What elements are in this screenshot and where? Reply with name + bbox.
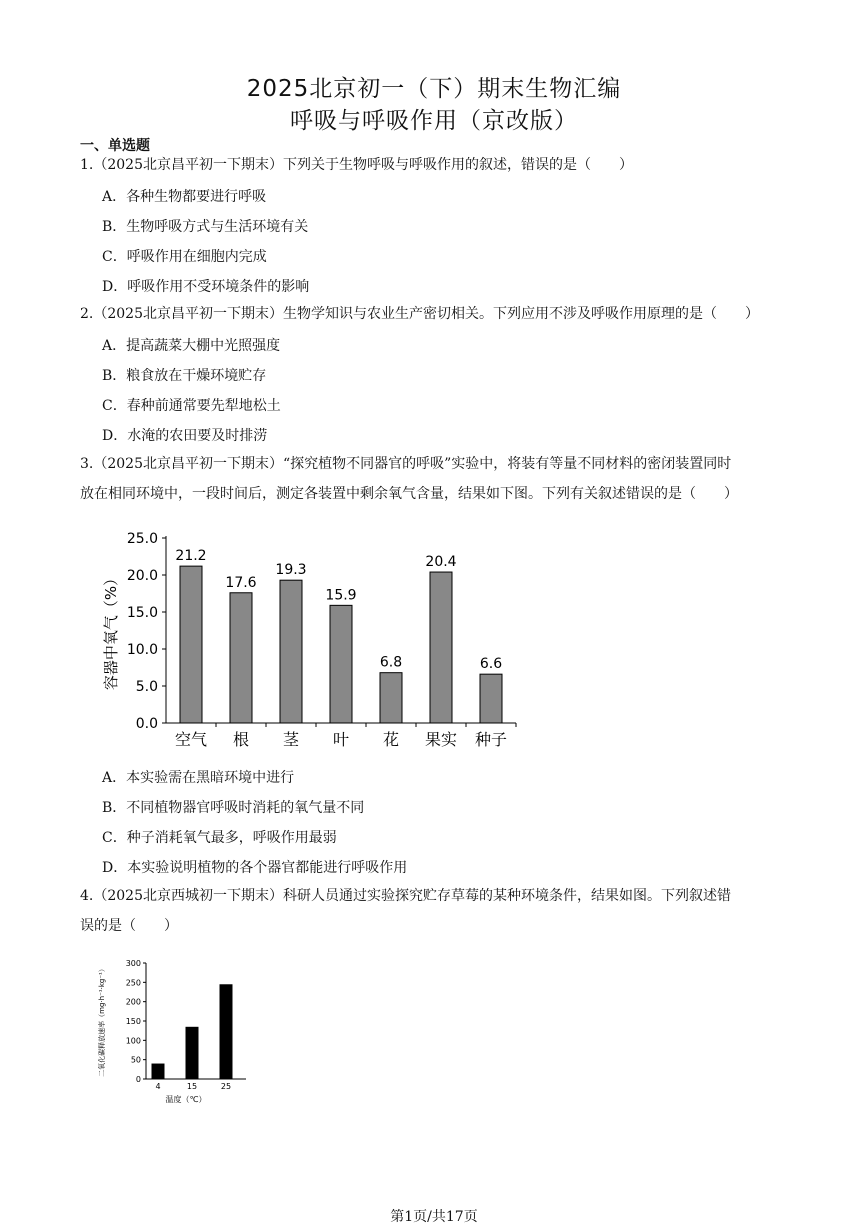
bar-value-label: 6.6	[479, 656, 503, 673]
bar	[186, 1027, 199, 1079]
y-tick-label: 150	[125, 1017, 141, 1026]
bar	[220, 984, 233, 1079]
bar-value-label: 21.2	[175, 548, 207, 565]
bar	[380, 673, 402, 723]
y-tick-label: 50	[130, 1055, 141, 1065]
question-3-option-d: D．本实验说明植物的各个器官都能进行呼吸作用	[102, 860, 408, 876]
y-axis-label: 容器中氧气（%）	[102, 570, 120, 691]
x-tick-label: 种子	[474, 730, 508, 749]
question-2-option-b: B．粮食放在干燥环境贮存	[102, 368, 267, 384]
page-subtitle: 呼吸与呼吸作用（京改版）	[290, 108, 578, 134]
question-3-stem-line1: 3.（2025北京昌平初一下期末）“探究植物不同器官的呼吸”实验中，将装有等量不同材料的密闭装置同时	[80, 456, 732, 472]
question-1-option-a: A．各种生物都要进行呼吸	[102, 189, 267, 205]
x-tick-label: 根	[232, 730, 250, 749]
section-heading: 一、单选题	[80, 138, 150, 154]
y-tick-label: 10.0	[126, 642, 158, 658]
page-footer: 第1页/共17页	[390, 1209, 478, 1225]
question-4-stem-line1: 4.（2025北京西城初一下期末）科研人员通过实验探究贮存草莓的某种环境条件，结果如图。下列叙述错	[80, 888, 731, 904]
bar-value-label: 6.8	[379, 654, 403, 671]
bar	[430, 572, 452, 723]
question-2-option-a: A．提高蔬菜大棚中光照强度	[102, 338, 281, 354]
y-tick-label: 100	[125, 1036, 141, 1046]
bar-value-label: 20.4	[425, 554, 457, 571]
x-tick-label: 茎	[282, 730, 300, 749]
bar	[152, 1064, 165, 1079]
x-tick-label: 15	[186, 1082, 198, 1091]
x-tick-label: 花	[382, 730, 400, 749]
y-tick-label: 200	[125, 997, 141, 1007]
y-tick-label: 300	[125, 959, 141, 968]
page-title: 2025北京初一（下）期末生物汇编	[246, 76, 622, 102]
question-3-option-a: A．本实验需在黑暗环境中进行	[102, 770, 295, 786]
co2-bar-chart	[90, 955, 260, 1105]
question-2-option-c: C．春种前通常要先犁地松土	[102, 398, 281, 414]
y-axis-label: 二氧化碳释放速率（mg·h⁻¹·kg⁻¹）	[98, 965, 106, 1077]
question-2-stem: 2.（2025北京昌平初一下期末）生物学知识与农业生产密切相关。下列应用不涉及呼吸作用原理的是（ ）	[80, 306, 759, 322]
question-3-option-b: B．不同植物器官呼吸时消耗的氧气量不同	[102, 800, 365, 816]
question-4-stem-line2: 误的是（ ）	[80, 918, 178, 934]
x-tick-label: 25	[220, 1082, 232, 1091]
bar	[480, 674, 502, 723]
bar-value-label: 17.6	[225, 574, 257, 591]
question-2-option-d: D．水淹的农田要及时排涝	[102, 428, 268, 444]
bar	[230, 593, 252, 723]
oxygen-bar-chart	[96, 524, 526, 754]
x-tick-label: 4	[155, 1082, 161, 1091]
question-1-option-b: B．生物呼吸方式与生活环境有关	[102, 219, 309, 235]
y-tick-label: 0.0	[135, 716, 158, 732]
bar-value-label: 15.9	[325, 587, 357, 604]
question-1-option-c: C．呼吸作用在细胞内完成	[102, 249, 267, 265]
x-tick-label: 果实	[424, 730, 458, 749]
bar	[180, 566, 202, 723]
x-tick-label: 空气	[174, 730, 208, 749]
question-1-stem: 1.（2025北京昌平初一下期末）下列关于生物呼吸与呼吸作用的叙述，错误的是（ ）	[80, 157, 633, 173]
y-tick-label: 25.0	[126, 531, 158, 547]
question-3-option-c: C．种子消耗氧气最多，呼吸作用最弱	[102, 830, 337, 846]
y-tick-label: 15.0	[126, 605, 158, 621]
y-tick-label: 0	[135, 1075, 141, 1084]
x-tick-label: 叶	[332, 730, 350, 749]
y-tick-label: 20.0	[126, 568, 158, 584]
y-tick-label: 250	[125, 978, 141, 988]
question-3-stem-line2: 放在相同环境中，一段时间后，测定各装置中剩余氧气含量，结果如下图。下列有关叙述错误的是（ ）	[80, 486, 738, 502]
bar	[280, 580, 302, 723]
y-tick-label: 5.0	[135, 679, 158, 695]
x-axis-label: 温度（℃）	[165, 1095, 207, 1104]
bar	[330, 605, 352, 723]
question-1-option-d: D．呼吸作用不受环境条件的影响	[102, 279, 310, 295]
bar-value-label: 19.3	[275, 562, 307, 579]
